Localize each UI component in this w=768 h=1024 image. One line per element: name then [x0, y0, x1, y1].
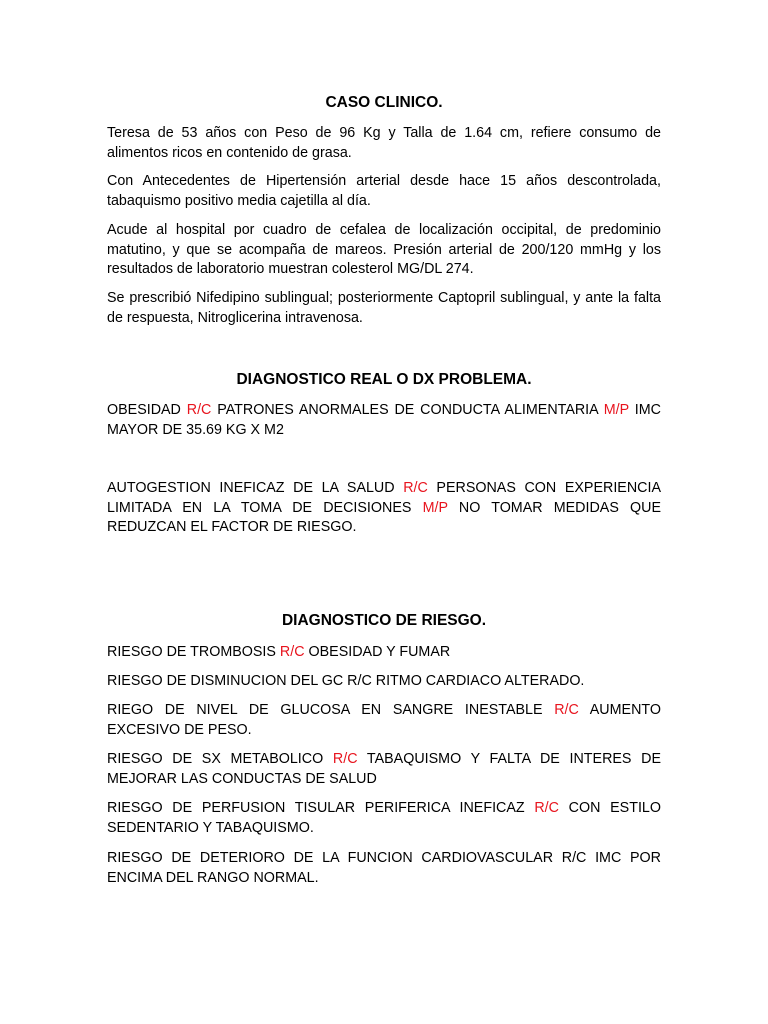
rc-marker: R/C [279, 644, 305, 660]
real-diagnosis-obesity [107, 401, 661, 440]
diagnosis-text: OBESIDAD [107, 402, 187, 418]
case-title: CASO CLINICO. [325, 94, 443, 111]
rc-marker: R/C [332, 751, 358, 767]
mp-marker: M/P [422, 499, 448, 516]
rc-marker: R/C [403, 480, 428, 496]
risk-glucose [107, 701, 661, 740]
risk-cardiovascular: RIESGO DE DETERIORO DE LA FUNCION CARDIOVASCULAR R/C IMC POR ENCIMA DEL RANGO NORMAL. [107, 850, 661, 886]
diagnosis-text: PATRONES ANORMALES DE CONDUCTA ALIMENTARIA [211, 402, 604, 418]
risk-text: OBESIDAD Y FUMAR [304, 644, 451, 660]
rc-marker: R/C [186, 402, 212, 418]
real-diagnosis-self-management [107, 479, 661, 538]
risk-text: RIESGO DE SX METABOLICO [107, 751, 333, 767]
case-paragraph-patient: Teresa de 53 años con Peso de 96 Kg y Talla de 1.64 cm, refiere consumo de alimentos ricos en contenido de grasa. [107, 125, 661, 161]
case-paragraph-presentation: Acude al hospital por cuadro de cefalea de localización occipital, de predominio matutino, y que se acompaña de mareos. Presión arterial de 200/120 mmHg y los resultados de laboratorio muestran colesterol MG/DL 274. [107, 222, 661, 278]
risk-peripheral-perfusion [107, 799, 661, 838]
risk-cardiac-output: RIESGO DE DISMINUCION DEL GC R/C RITMO CARDIACO ALTERADO. [107, 673, 585, 689]
risk-text: RIESGO DE PERFUSION TISULAR PERIFERICA INEFICAZ [107, 800, 535, 816]
diagnosis-text: PERSONAS CON EXPERIENCIA LIMITADA EN LA TOMA DE DECISIONES [107, 480, 661, 516]
risk-text: CON ESTILO SEDENTARIO Y TABAQUISMO. [107, 800, 661, 836]
risk-text: RIESGO DE TROMBOSIS [107, 644, 280, 660]
case-paragraph-treatment: Se prescribió Nifedipino sublingual; posteriormente Captopril sublingual, y ante la falta de respuesta, Nitroglicerina intravenosa. [107, 290, 661, 326]
risk-thrombosis [107, 643, 661, 663]
case-paragraph-history: Con Antecedentes de Hipertensión arterial desde hace 15 años descontrolada, tabaquismo positivo media cajetilla al día. [107, 173, 661, 209]
diagnosis-text: NO TOMAR MEDIDAS QUE REDUZCAN EL FACTOR DE RIESGO. [107, 499, 661, 536]
rc-marker: R/C [534, 800, 559, 816]
rc-marker: R/C [554, 702, 579, 718]
diagnosis-text: IMC MAYOR DE 35.69 KG X M2 [107, 402, 662, 438]
diagnosis-text: AUTOGESTION INEFICAZ DE LA SALUD [107, 480, 404, 496]
real-diagnosis-title: DIAGNOSTICO REAL O DX PROBLEMA. [236, 371, 532, 388]
risk-text: AUMENTO EXCESIVO DE PESO. [107, 702, 661, 738]
mp-marker: M/P [603, 402, 629, 418]
risk-metabolic-syndrome [107, 750, 661, 789]
risk-text: RIEGO DE NIVEL DE GLUCOSA EN SANGRE INESTABLE [107, 702, 555, 718]
risk-diagnosis-title: DIAGNOSTICO DE RIESGO. [281, 612, 487, 629]
risk-text: TABAQUISMO Y FALTA DE INTERES DE MEJORAR LAS CONDUCTAS DE SALUD [107, 751, 661, 787]
